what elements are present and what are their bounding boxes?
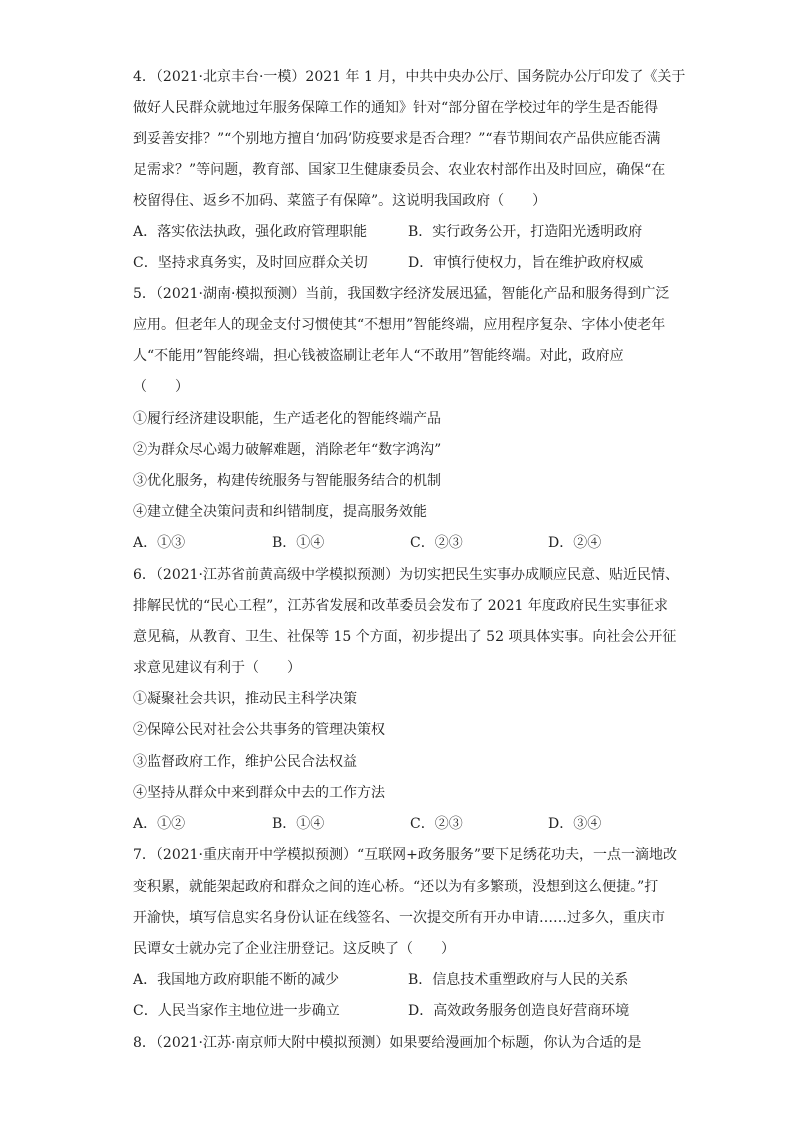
q6-line-4: 求意见建议有利于（ ） (133, 660, 301, 676)
q6-option-a[interactable]: A．①② (133, 816, 186, 832)
q5-line-3: 人“不能用”智能终端，担心钱被盗刷让老年人“不敢用”智能终端。对此，政府应 (133, 348, 624, 364)
q6-line-1: 6．（2021·江苏省前黄高级中学模拟预测）为切实把民生实事办成顺应民意、贴近民情、 (133, 567, 679, 583)
q5-line-2: 应用。但老年人的现金支付习惯使其“不想用”智能终端，应用程序复杂、字体小使老年 (133, 317, 666, 333)
q4-option-d[interactable]: D．审慎行使权力，旨在维护政府权威 (408, 255, 644, 271)
q5-line-1: 5．（2021·湖南·模拟预测）当前，我国数字经济发展迅猛，智能化产品和服务得到广泛 (133, 286, 670, 302)
q5-statement-3: ③优化服务，构建传统服务与智能服务结合的机制 (133, 473, 441, 489)
q7-option-c[interactable]: C．人民当家作主地位进一步确立 (133, 1003, 340, 1019)
q7-line-2: 变积累，就能架起政府和群众之间的连心桥。“还以为有多繁琐，没想到这么便捷。”打 (133, 879, 659, 895)
q6-statement-4: ④坚持从群众中来到群众中去的工作方法 (133, 785, 385, 801)
q7-line-4: 民谭女士就办完了企业注册登记。这反映了（ ） (133, 941, 455, 957)
q4-option-b[interactable]: B．实行政务公开，打造阳光透明政府 (408, 224, 643, 240)
q5-option-a[interactable]: A．①③ (133, 535, 186, 551)
q7-option-d[interactable]: D．高效政务服务创造良好营商环境 (408, 1003, 630, 1019)
q6-option-d[interactable]: D．③④ (548, 816, 602, 832)
q7-line-3: 开渝快，填写信息实名身份认证在线签名、一次提交所有开办申请……过多久，重庆市 (133, 910, 665, 926)
q6-line-3: 意见稿，从教育、卫生、社保等 15 个方面，初步提出了 52 项具体实事。向社会公开征 (133, 629, 677, 645)
q8-line-1: 8．（2021·江苏·南京师大附中模拟预测）如果要给漫画加个标题，你认为合适的是 (133, 1035, 642, 1051)
q6-option-c[interactable]: C．②③ (410, 816, 463, 832)
q6-statement-2: ②保障公民对社会公共事务的管理决策权 (133, 722, 385, 738)
q4-line-4: 足需求？”等问题，教育部、国家卫生健康委员会、农业农村部作出及时回应，确保“在 (133, 162, 666, 178)
q4-line-3: 到妥善安排？”“个别地方擅自‘加码’防疫要求是否合理？”“春节期间农产品供应能否满 (133, 131, 661, 147)
q4-option-c[interactable]: C．坚持求真务实，及时回应群众关切 (133, 255, 368, 271)
q6-option-b[interactable]: B．①④ (272, 816, 325, 832)
q4-option-a[interactable]: A．落实依法执政，强化政府管理职能 (133, 224, 368, 240)
q6-statement-1: ①凝聚社会共识，推动民主科学决策 (133, 691, 357, 707)
q5-option-d[interactable]: D．②④ (548, 535, 602, 551)
q5-option-c[interactable]: C．②③ (410, 535, 463, 551)
q6-statement-3: ③监督政府工作，维护公民合法权益 (133, 754, 357, 770)
q5-statement-4: ④建立健全决策问责和纠错制度，提高服务效能 (133, 504, 427, 520)
q7-option-b[interactable]: B．信息技术重塑政府与人民的关系 (408, 972, 629, 988)
q7-line-1: 7．（2021·重庆南开中学模拟预测）“互联网+政务服务”要下足绣花功夫，一点一滴地改 (133, 847, 678, 863)
q4-line-2: 做好人民群众就地过年服务保障工作的通知》针对“部分留在学校过年的学生是否能得 (133, 100, 659, 116)
q5-line-4: （ ） (133, 379, 189, 395)
q4-line-5: 校留得住、返乡不加码、菜篮子有保障”。这说明我国政府（ ） (133, 193, 547, 209)
q5-statement-2: ②为群众尽心竭力破解难题，消除老年“数字鸿沟” (133, 442, 442, 458)
q7-option-a[interactable]: A．我国地方政府职能不断的减少 (133, 972, 340, 988)
q5-statement-1: ①履行经济建设职能，生产适老化的智能终端产品 (133, 411, 441, 427)
q6-line-2: 排解民忧的“民心工程”，江苏省发展和改革委员会发布了 2021 年度政府民生实事征求 (133, 598, 668, 614)
q4-line-1: 4．（2021·北京丰台·一模）2021 年 1 月，中共中央办公厅、国务院办公厅印发了《关于 (133, 69, 686, 85)
q5-option-b[interactable]: B．①④ (272, 535, 325, 551)
